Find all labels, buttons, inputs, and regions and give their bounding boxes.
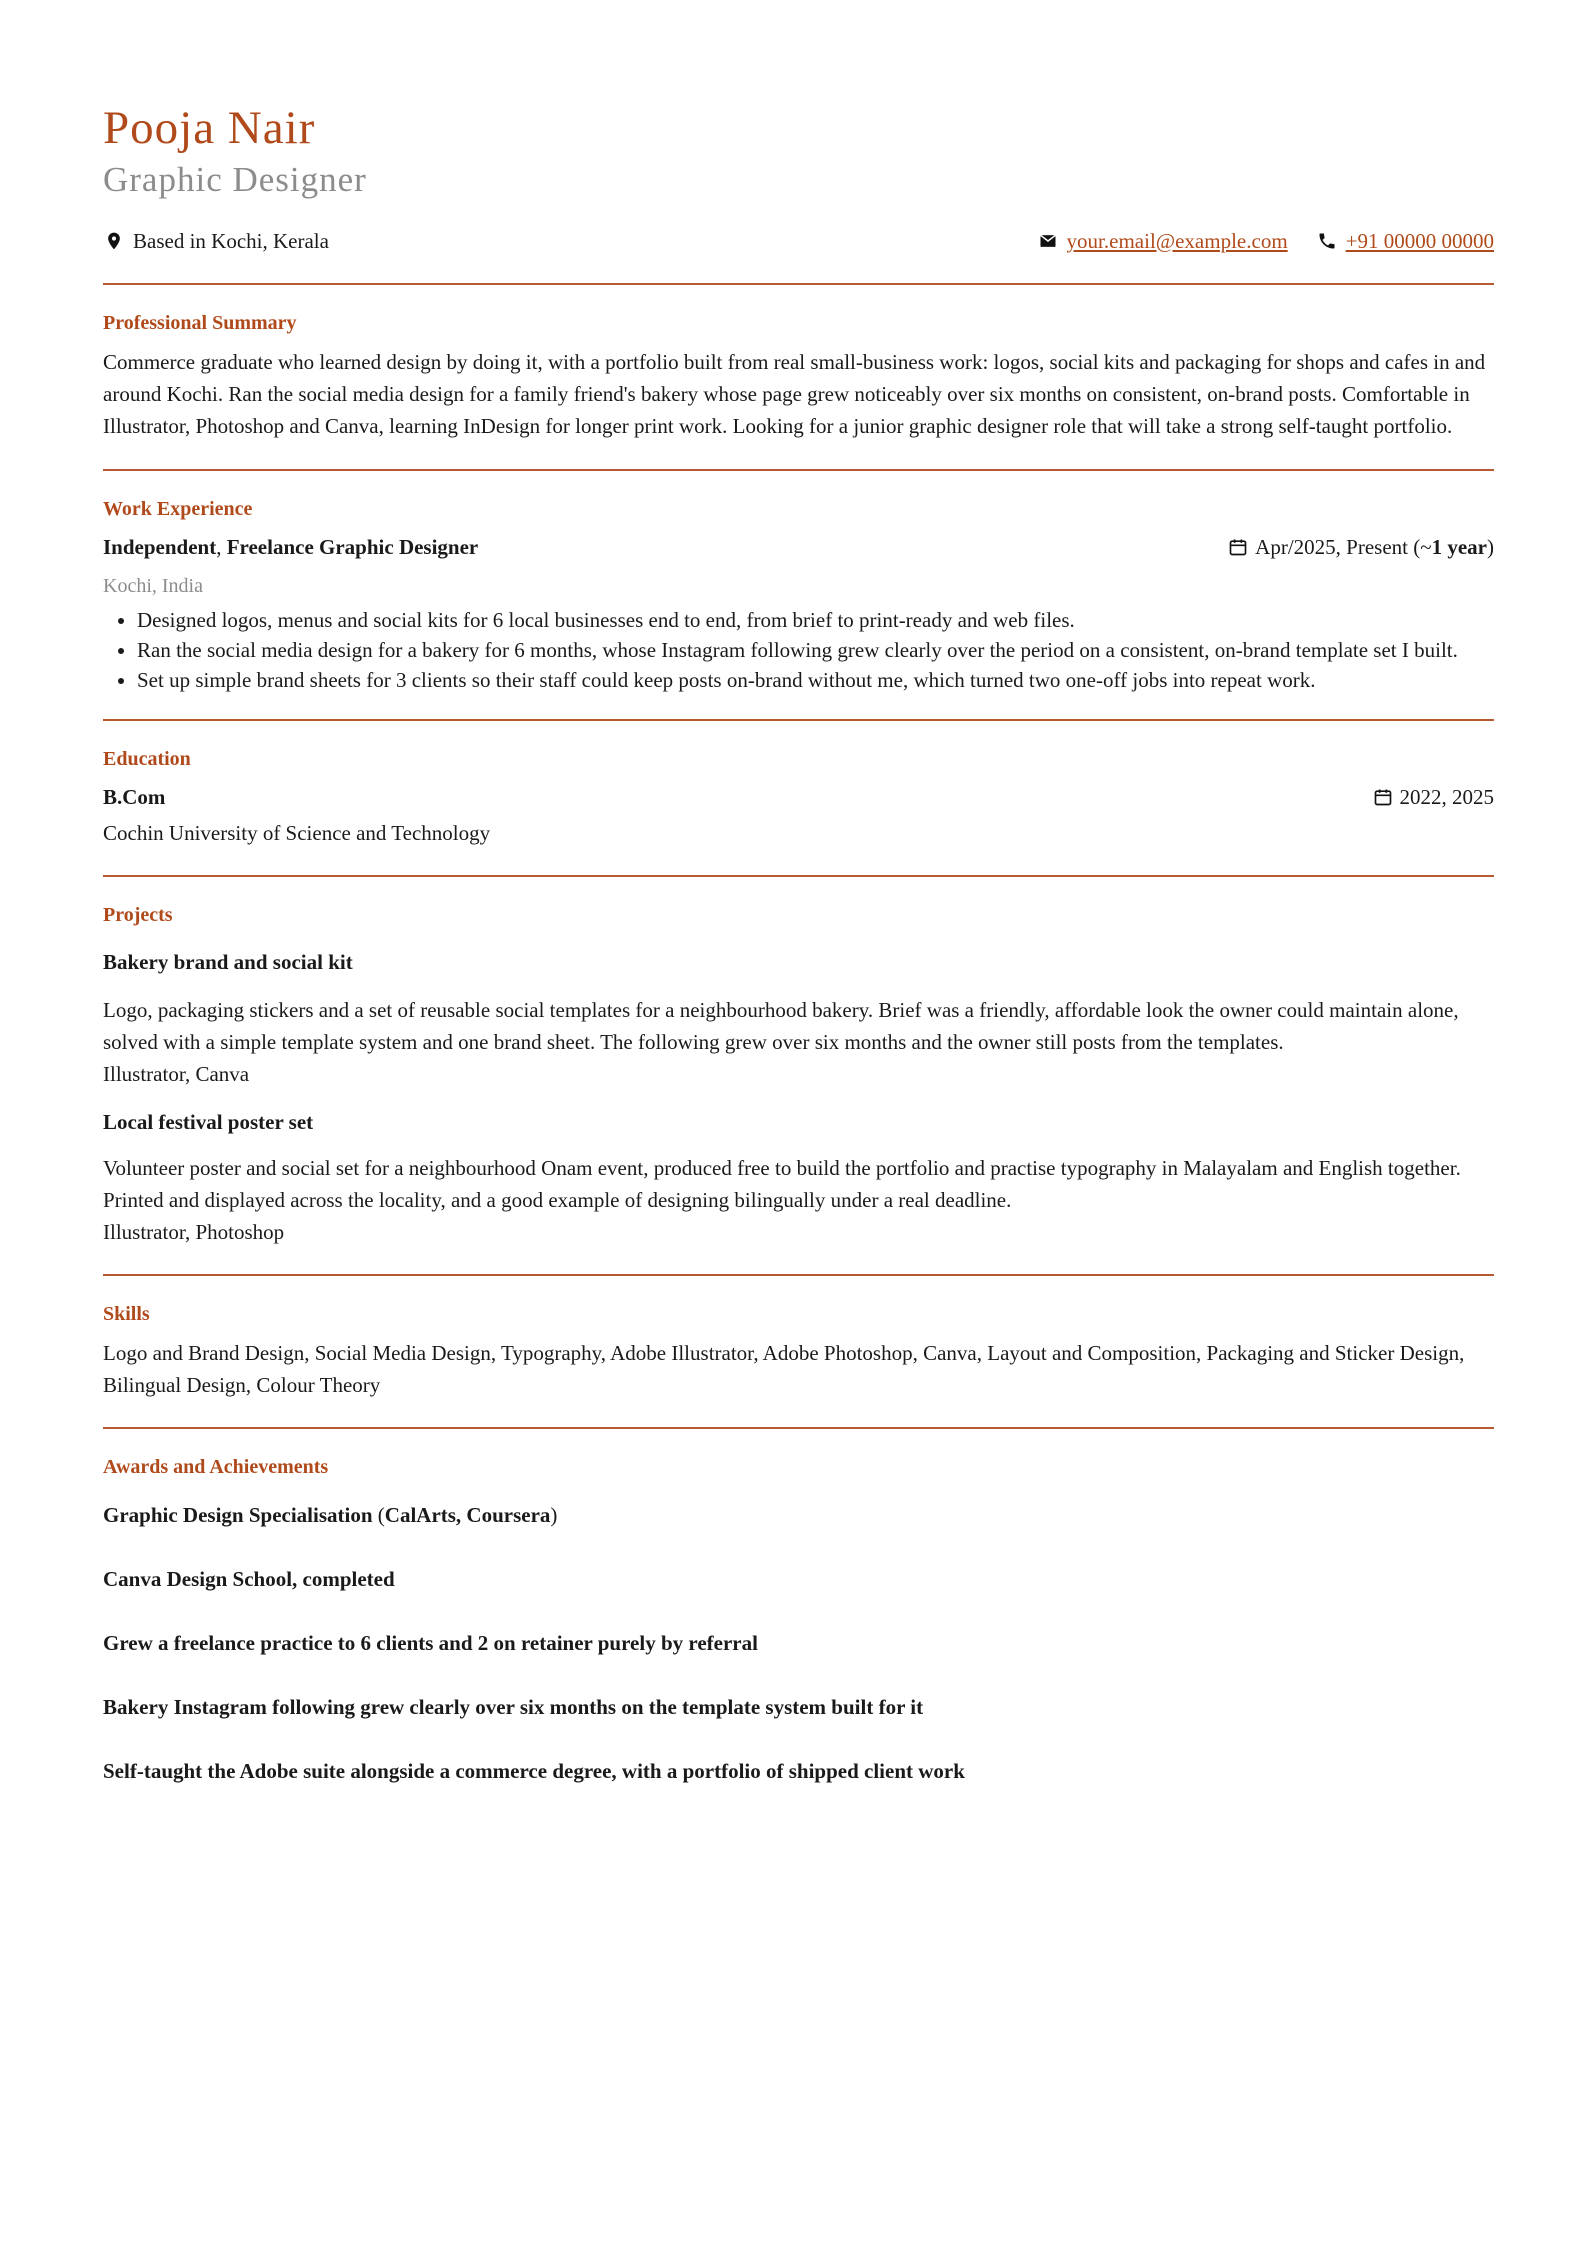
project-title: Local festival poster set <box>103 1110 314 1134</box>
date-range-text: Apr/2025, Present (~ <box>1255 535 1432 559</box>
email-item <box>1037 229 1288 254</box>
award-item: Canva Design School, completed <box>103 1567 395 1591</box>
duration: 1 year <box>1431 535 1487 559</box>
award-issuer: CalArts, Coursera <box>384 1503 551 1527</box>
projects-section <box>103 901 1494 1248</box>
phone-item <box>1316 229 1494 254</box>
award-paren-close: ) <box>550 1503 558 1527</box>
project-tools: Illustrator, Photoshop <box>103 1220 285 1244</box>
divider <box>103 469 1494 471</box>
list-item: • Designed logos, menus and social kits for 6 local businesses end to end, from brief to print-ready and web files. <box>137 605 1494 635</box>
award-name: Graphic Design Specialisation <box>103 1503 373 1527</box>
award-paren-open: ( <box>372 1503 385 1527</box>
project-item <box>103 947 1494 1090</box>
skills-text: Logo and Brand Design, Social Media Design, Typography, Adobe Illustrator, Adobe Photoshop, Canva, Layout and Composition, Packaging and Sticker Design, Bilingual Design, Colour Theory <box>103 1341 1465 1397</box>
award-item: Grew a freelance practice to 6 clients and 2 on retainer purely by referral <box>103 1631 758 1655</box>
awards-section <box>103 1453 1494 1786</box>
position-title: Freelance Graphic Designer <box>226 535 479 559</box>
email-link[interactable]: your.email@example.com <box>1066 228 1288 253</box>
experience-heading <box>103 532 478 562</box>
contact-row <box>103 226 1494 256</box>
location <box>103 229 329 254</box>
degree: B.Com <box>103 785 166 809</box>
divider <box>103 719 1494 721</box>
award-item: Self-taught the Adobe suite alongside a commerce degree, with a portfolio of shipped client work <box>103 1759 965 1783</box>
section-title-education: Education <box>103 748 191 770</box>
experience-location: Kochi, India <box>103 575 203 597</box>
section-title-skills: Skills <box>103 1303 150 1325</box>
calendar-icon <box>1227 536 1249 558</box>
divider <box>103 875 1494 877</box>
award-item: Bakery Instagram following grew clearly over six months on the template system built for it <box>103 1695 924 1719</box>
section-title-experience: Work Experience <box>103 498 253 520</box>
education-dates <box>1372 782 1495 812</box>
divider <box>103 283 1494 285</box>
contact-links <box>1009 229 1494 254</box>
map-pin-icon <box>103 230 125 252</box>
experience-section <box>103 495 1494 695</box>
project-title: Bakery brand and social kit <box>103 950 353 974</box>
heading-separator: , <box>216 535 227 559</box>
project-item <box>103 1107 1494 1248</box>
award-item <box>103 1500 1494 1530</box>
calendar-icon <box>1372 786 1394 808</box>
section-title-summary: Professional Summary <box>103 312 297 334</box>
project-description: Volunteer poster and social set for a neighbourhood Onam event, produced free to build the portfolio and practise typography in Malayalam and English together. Printed and displayed across the locality, and a good example of designing bilingually under a real deadline. <box>103 1156 1461 1212</box>
project-tools: Illustrator, Canva <box>103 1062 250 1086</box>
divider <box>103 1274 1494 1276</box>
resume-page <box>103 98 1494 1786</box>
project-description: Logo, packaging stickers and a set of reusable social templates for a neighbourhood bakery. Brief was a friendly, affordable look the owner could maintain alone, solved with a simple template system and one brand sheet. The following grew over six months and the owner still posts from the templates. <box>103 998 1459 1054</box>
education-section <box>103 745 1494 849</box>
divider <box>103 1427 1494 1429</box>
envelope-icon <box>1037 230 1059 252</box>
candidate-name: Pooja Nair <box>103 102 316 154</box>
section-title-awards: Awards and Achievements <box>103 1456 329 1478</box>
experience-dates <box>1227 532 1494 562</box>
education-entry-head <box>103 782 1494 812</box>
date-range-close: ) <box>1487 535 1494 559</box>
experience-bullets <box>103 605 1494 695</box>
summary-section <box>103 309 1494 442</box>
education-date-text: 2022, 2025 <box>1399 785 1494 809</box>
phone-icon <box>1316 230 1338 252</box>
phone-link[interactable]: +91 00000 00000 <box>1345 228 1494 253</box>
location-text: Based in Kochi, Kerala <box>133 228 329 253</box>
candidate-role: Graphic Designer <box>103 160 367 199</box>
skills-section <box>103 1300 1494 1401</box>
section-title-projects: Projects <box>103 904 173 926</box>
summary-text: Commerce graduate who learned design by doing it, with a portfolio built from real small-business work: logos, social kits and packaging for shops and cafes in and around Kochi. Ran the social media design for a family friend's bakery whose page grew noticeably over six months on consistent, on-brand posts. Comfortable in Illustrator, Photoshop and Canva, learning InDesign for longer print work. Looking for a junior graphic designer role that will take a strong self-taught portfolio. <box>103 350 1486 438</box>
list-item: • Ran the social media design for a bakery for 6 months, whose Instagram following grew clearly over the period on a consistent, on-brand template set I built. <box>137 635 1494 665</box>
school-name: Cochin University of Science and Technology <box>103 821 491 845</box>
list-item: • Set up simple brand sheets for 3 clients so their staff could keep posts on-brand without me, which turned two one-off jobs into repeat work. <box>137 665 1494 695</box>
company-name: Independent <box>103 535 217 559</box>
experience-entry-head <box>103 532 1494 562</box>
